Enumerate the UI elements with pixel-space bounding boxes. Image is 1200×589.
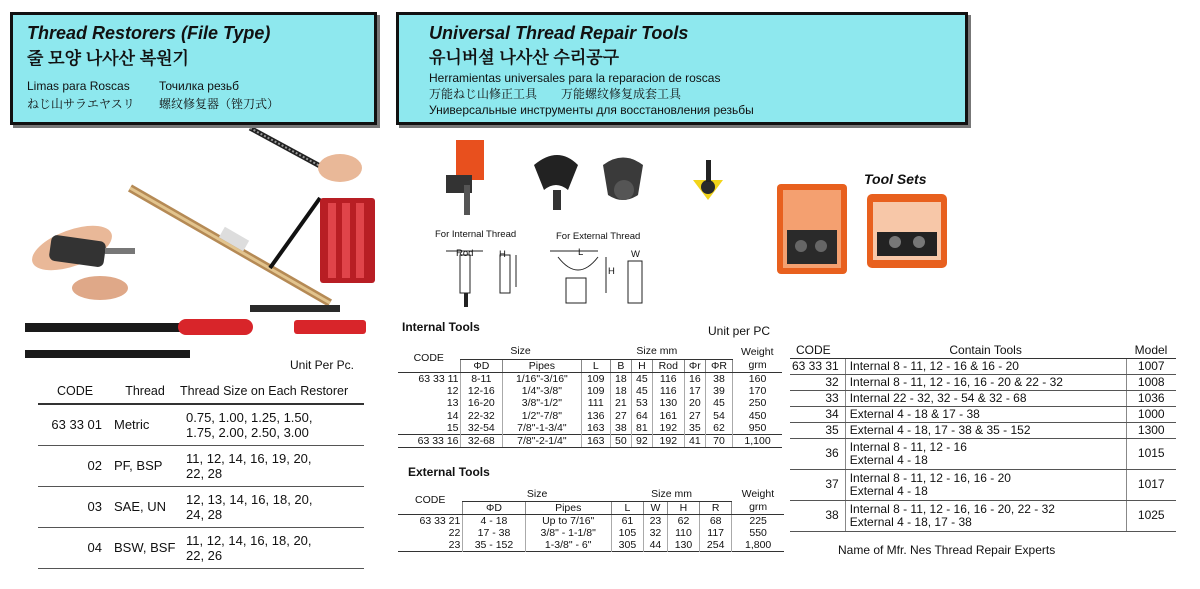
diagram-w-label: W [631,249,640,260]
col-weight: Weight [741,345,774,358]
col-size: Size [463,487,611,501]
col-weight: Weight [741,488,775,500]
table-row: 63 33 21 4 - 18 Up to 7/16" 61 23 62 68 225 [398,514,784,527]
size-cell: 11, 12, 14, 16, 19, 20, 22, 28 [178,445,364,486]
col-code: CODE [38,378,112,404]
code-cell: 03 [38,486,112,527]
internal-tools-table: CODE Size Size mm Weight ΦD Pipes L B H Rod Φr ΦR grm 63 33 11 8-11 1/16"-3/16" 109 18 45 116 16 38 160 12 12-16 1/4"-3/8" 109 18 45 116 17 39 170 13 16-20 3/8"-1/2" 111 21 53 130 20 45 250 14 22-32 1/2"-7/8" 136 27 64 161 27 54 450 15 32-54 7/8"-1-3/4" 163 38 81 192 35 62 950 63 33 16 32-68 7/8"-2-1/4" 163 50 92 192 41 70 1,100 [398,344,782,448]
diagram-h-label-2: H [608,266,615,277]
right-header-box [396,12,968,125]
col-model: Model [1126,342,1176,358]
col-size-mm: Size mm [611,487,731,501]
right-header-korean: 유니버셜 나사산 수리공구 [429,48,620,67]
diagram-h-label-1: H [499,249,506,260]
table-row: 23 35 - 152 1-3/8" - 6" 305 44 130 254 1,800 [398,539,784,552]
table-row: 38 Internal 8 - 11, 12 - 16, 16 - 20, 22 - 32 External 4 - 18, 17 - 38 1025 [790,500,1176,531]
col-size: Size [460,344,581,359]
tool-sets-title: Tool Sets [864,171,927,187]
table-row [38,486,364,527]
internal-tools-title: Internal Tools [402,320,480,334]
left-header-russian: Точилка резьб [159,79,239,93]
col-code: CODE [398,487,463,514]
thread-cell: Metric [112,404,178,445]
left-header-korean: 줄 모양 나사산 복원기 [27,49,189,68]
col-thread-size: Thread Size on Each Restorer [178,378,364,404]
diagram-l-label: L [578,247,584,258]
table-row: 63 33 16 32-68 7/8"-2-1/4" 163 50 92 192 41 70 1,100 [398,435,782,448]
left-header-title: Thread Restorers (File Type) [27,23,271,43]
size-cell: 12, 13, 14, 16, 18, 20, 24, 28 [178,486,364,527]
table-row: 22 17 - 38 3/8" - 1-1/8" 105 32 110 117 550 [398,527,784,540]
table-row: 13 16-20 3/8"-1/2" 111 21 53 130 20 45 250 [398,397,782,410]
col-contain-tools: Contain Tools [845,342,1126,358]
col-code: CODE [398,344,460,372]
code-cell: 02 [38,445,112,486]
code-cell: 63 33 01 [38,404,112,445]
internal-unit-label: Unit per PC [708,324,771,338]
universal-tools-photo [438,135,748,235]
left-header-chinese: 螺纹修复器（锉刀式） [159,97,280,111]
tool-sets-table [790,342,1176,532]
table-row [38,527,364,568]
table-row: 14 22-32 1/2"-7/8" 136 27 64 161 27 54 450 [398,410,782,423]
thread-cell: PF, BSP [112,445,178,486]
col-code: CODE [790,342,845,358]
thread-cell: BSW, BSF [112,527,178,568]
table-row: 35 External 4 - 18, 17 - 38 & 35 - 152 1300 [790,422,1176,438]
tool-sets-photo [775,180,950,276]
diagram-rod-label: Rod [456,248,474,259]
right-header-spanish: Herramientas universales para la reparacion de roscas [429,71,721,85]
left-header-spanish: Limas para Roscas [27,79,130,93]
external-tools-title: External Tools [408,465,490,479]
table-row: 36 Internal 8 - 11, 12 - 16 External 4 - 18 1015 [790,438,1176,469]
table-row: 15 32-54 7/8"-1-3/4" 163 38 81 192 35 62 950 [398,422,782,435]
table-row: 63 33 11 8-11 1/16"-3/16" 109 18 45 116 16 38 160 [398,372,782,385]
thread-restorer-table [38,378,364,569]
right-header-title: Universal Thread Repair Tools [429,23,689,43]
table-row: 63 33 31 Internal 8 - 11, 12 - 16 & 16 - 20 1007 [790,358,1176,374]
table-row: 32 Internal 8 - 11, 12 - 16, 16 - 20 & 22 - 32 1008 [790,374,1176,390]
size-cell: 11, 12, 14, 16, 18, 20, 22, 26 [178,527,364,568]
table-row: 37 Internal 8 - 11, 12 - 16, 16 - 20 External 4 - 18 1017 [790,469,1176,500]
col-thread: Thread [112,378,178,404]
col-size-mm: Size mm [581,344,733,359]
table-row: 33 Internal 22 - 32, 32 - 54 & 32 - 68 1036 [790,390,1176,406]
right-header-jp-cn: 万能ねじ山修正工具 万能螺纹修复成套工具 [429,87,682,101]
external-tools-table: CODE Size Size mm Weight ΦD Pipes L W H R grm 63 33 21 4 - 18 Up to 7/16" 61 23 62 68 225 22 17 - 38 3/8" - 1-1/8" 105 32 110 117 550 23 35 - 152 1-3/8" - 6" 305 44 130 254 1,800 [398,487,784,552]
thread-restorer-photo [20,128,390,368]
caption-internal-thread: For Internal Thread [435,229,517,240]
size-cell: 0.75, 1.00, 1.25, 1.50, 1.75, 2.00, 2.50, 3.00 [178,404,364,445]
left-header-box [10,12,377,125]
right-header-russian: Универсальные инструменты для восстановления резьбы [429,103,754,117]
left-unit-label: Unit Per Pc. [290,358,355,372]
table-row: 34 External 4 - 18 & 17 - 38 1000 [790,406,1176,422]
code-cell: 04 [38,527,112,568]
left-header-japanese: ねじ山サラエヤスリ [27,97,135,111]
table-row [38,404,364,445]
table-row [38,445,364,486]
manufacturer-note: Name of Mfr. Nes Thread Repair Experts [838,543,1056,557]
table-row: 12 12-16 1/4"-3/8" 109 18 45 116 17 39 170 [398,385,782,398]
thread-cell: SAE, UN [112,486,178,527]
caption-external-thread: For External Thread [556,231,641,242]
